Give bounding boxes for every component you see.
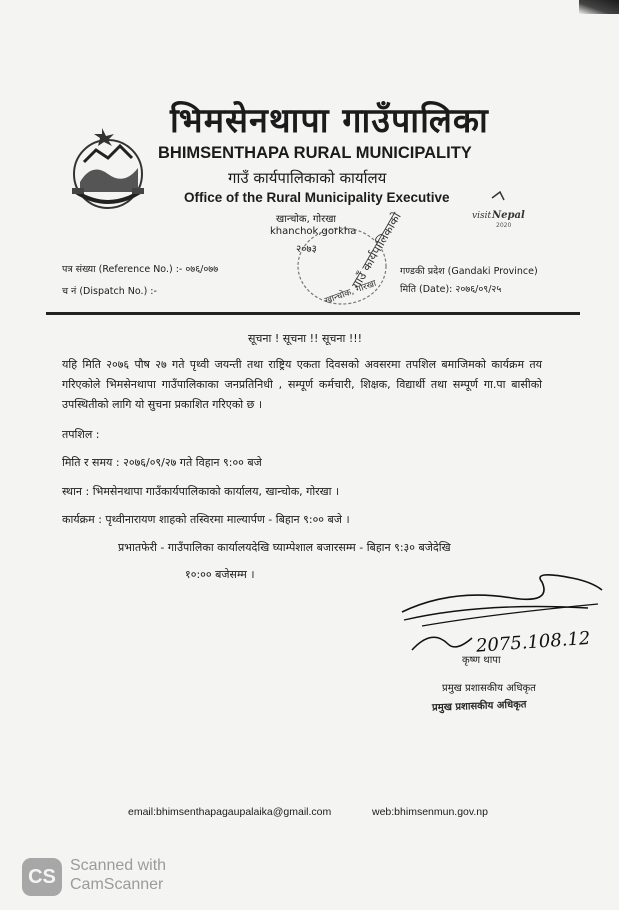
svg-text:Nepal: Nepal	[492, 210, 525, 221]
header-divider	[46, 312, 580, 315]
province-label: गण्डकी प्रदेश (Gandaki Province)	[400, 266, 538, 277]
footer-email: email:bhimsenthapagaupalaika@gmail.com	[128, 806, 332, 818]
dispatch-number: च नं (Dispatch No.) :-	[62, 286, 157, 297]
event-rally: प्रभातफेरी - गाउँपालिका कार्यालयदेखि घ्याम्पेशाल बजारसम्म - बिहान ९:३० बजेदेखि	[118, 541, 451, 554]
visit-nepal-logo	[470, 190, 540, 230]
address-nepali: खान्चोक, गोरखा	[276, 214, 337, 225]
details-heading: तपशिल :	[62, 428, 100, 441]
scanner-watermark-line1: Scanned with	[70, 857, 167, 874]
address-english: khanchok,gorkha	[270, 226, 357, 237]
handwritten-signature	[392, 568, 610, 668]
svg-text:2075.108.12: 2075.108.12	[475, 627, 592, 657]
page-corner-shadow	[579, 0, 619, 14]
established-year: २०७३	[296, 244, 317, 255]
reference-number: पत्र संख्या (Reference No.) :- ०७६/०७७	[62, 264, 219, 275]
event-datetime: मिति र समय : २०७६/०९/२७ गते विहान ९:०० बजे	[62, 456, 262, 469]
svg-text:खान्चोक, गोरखा: खान्चोक, गोरखा	[323, 278, 378, 307]
svg-text:गाउँ कार्यपालिकाको: गाउँ कार्यपालिकाको	[348, 209, 404, 291]
nepal-emblem-icon	[62, 122, 154, 214]
office-name-nepali: गाउँ कार्यपालिकाको कार्यालय	[228, 169, 387, 187]
scanner-watermark-line2: CamScanner	[70, 876, 164, 893]
svg-text:2020: 2020	[496, 222, 512, 229]
notice-body: यहि मिति २०७६ पौष २७ गते पृथ्वी जयन्ती तथा राष्ट्रिय एकता दिवसको अवसरमा तपशिल बमाजिमको कार्यक्रम तय गरिएकोले भिमसेनथापा गाउँपालिकाका जनप्रतिनिधी , सम्पूर्ण कर्मचारी, शिक्षक, विद्यार्थी तथा सम्पूर्ण गा.पा बासीको उपस्थितीको लागि यो सुचना प्रकाशित गरिएको छ ।	[62, 358, 542, 411]
designation-stamp: प्रमुख प्रशासकीय अधिकृत	[431, 699, 527, 714]
svg-text:visit: visit	[472, 211, 492, 221]
office-stamp-seal	[290, 209, 404, 308]
office-name-english: Office of the Rural Municipality Executive	[184, 190, 450, 205]
letter-date: मिति (Date): २०७६/०९/२५	[400, 284, 502, 295]
event-program: कार्यक्रम : पृथ्वीनारायण शाहको तस्विरमा माल्यार्पण - बिहान ९:०० बजे ।	[62, 513, 350, 526]
footer-website: web:bhimsenmun.gov.np	[372, 806, 488, 818]
municipality-title-english: BHIMSENTHAPA RURAL MUNICIPALITY	[158, 144, 472, 162]
camscanner-logo: CS	[22, 858, 62, 896]
event-rally-end: १०:०० बजेसम्म ।	[185, 568, 255, 581]
event-venue: स्थान : भिमसेनथापा गाउँकार्यपालिकाको कार्यालय, खान्चोक, गोरखा ।	[62, 485, 340, 498]
notice-title: सूचना ! सूचना !! सूचना !!!	[248, 332, 363, 345]
signer-name: कृष्ण थापा	[462, 655, 501, 666]
municipality-title-nepali: भिमसेनथापा गाउँपालिका	[170, 101, 489, 141]
signer-designation: प्रमुख प्रशासकीय अधिकृत	[442, 683, 536, 694]
